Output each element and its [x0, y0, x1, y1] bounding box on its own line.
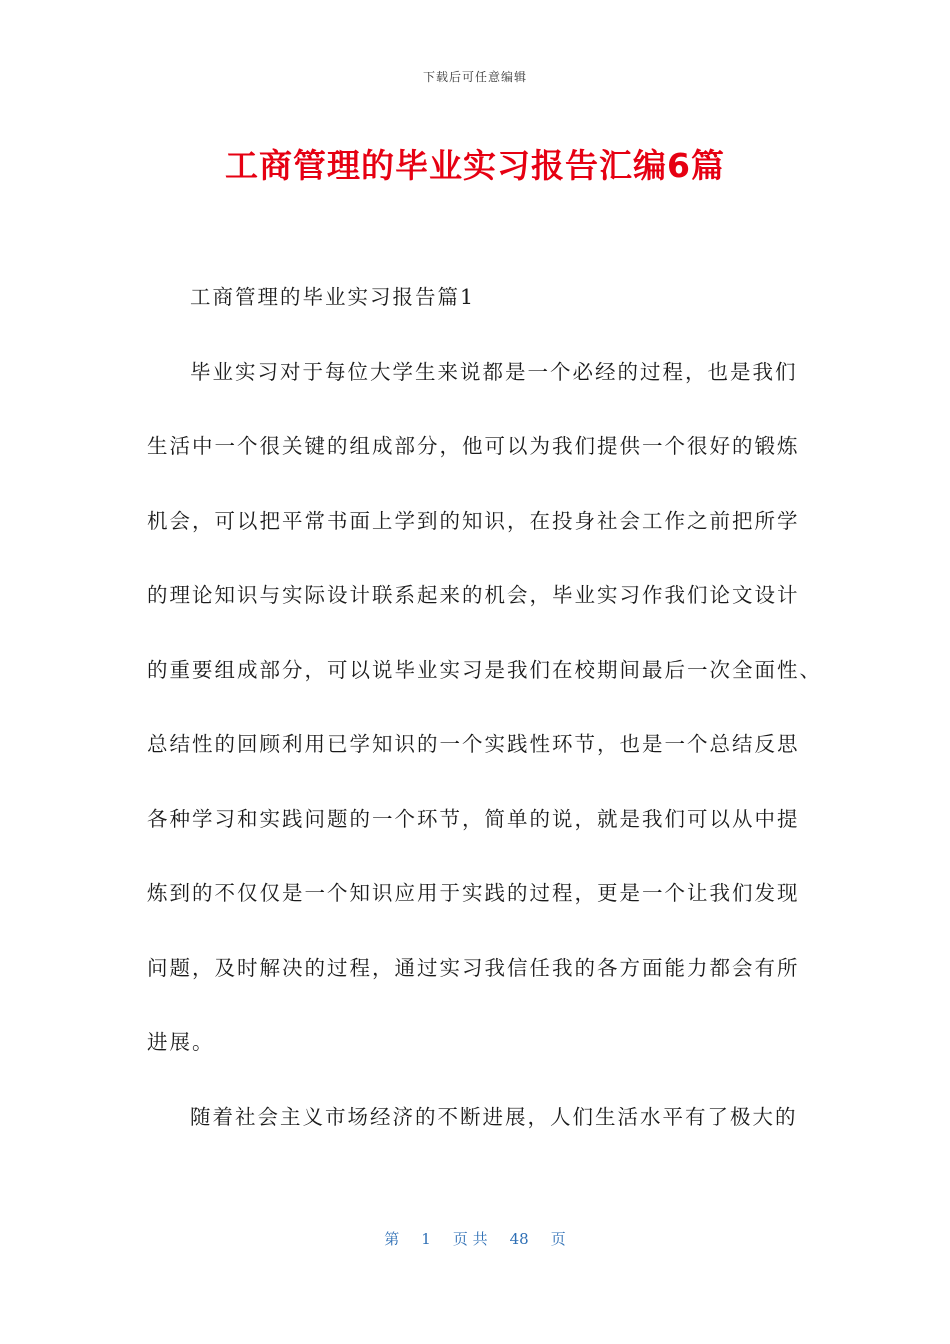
section-heading: 工商管理的毕业实习报告篇1 [190, 285, 476, 309]
paragraph-line: 随着社会主义市场经济的不断进展，人们生活水平有了极大的 [190, 1105, 798, 1129]
paragraph-line: 问题，及时解决的过程，通过实习我信任我的各方面能力都会有所 [147, 956, 800, 980]
download-note: 下载后可任意编辑 [422, 70, 527, 84]
paragraph-line: 总结性的回顾利用已学知识的一个实践性环节，也是一个总结反思 [147, 732, 800, 756]
document-title: 工商管理的毕业实习报告汇编6篇 [225, 146, 725, 185]
page-footer [0, 1228, 950, 1249]
paragraph-line: 进展。 [147, 1030, 215, 1054]
paragraph-line: 毕业实习对于每位大学生来说都是一个必经的过程，也是我们 [190, 360, 798, 384]
page-prefix: 第 [384, 1230, 400, 1248]
paragraph-line: 机会，可以把平常书面上学到的知识，在投身社会工作之前把所学 [147, 509, 800, 533]
paragraph-line: 炼到的不仅仅是一个知识应用于实践的过程，更是一个让我们发现 [147, 881, 800, 905]
page-mid: 页 共 [452, 1230, 488, 1248]
page-suffix: 页 [550, 1230, 566, 1248]
page-number: 1 [421, 1230, 431, 1248]
page-total: 48 [509, 1230, 529, 1248]
paragraph-line: 的重要组成部分，可以说毕业实习是我们在校期间最后一次全面性、 [147, 658, 822, 682]
paragraph-line: 各种学习和实践问题的一个环节，简单的说，就是我们可以从中提 [147, 807, 800, 831]
paragraph-line: 的理论知识与实际设计联系起来的机会，毕业实习作我们论文设计 [147, 583, 800, 607]
paragraph-line: 生活中一个很关键的组成部分，他可以为我们提供一个很好的锻炼 [147, 434, 800, 458]
